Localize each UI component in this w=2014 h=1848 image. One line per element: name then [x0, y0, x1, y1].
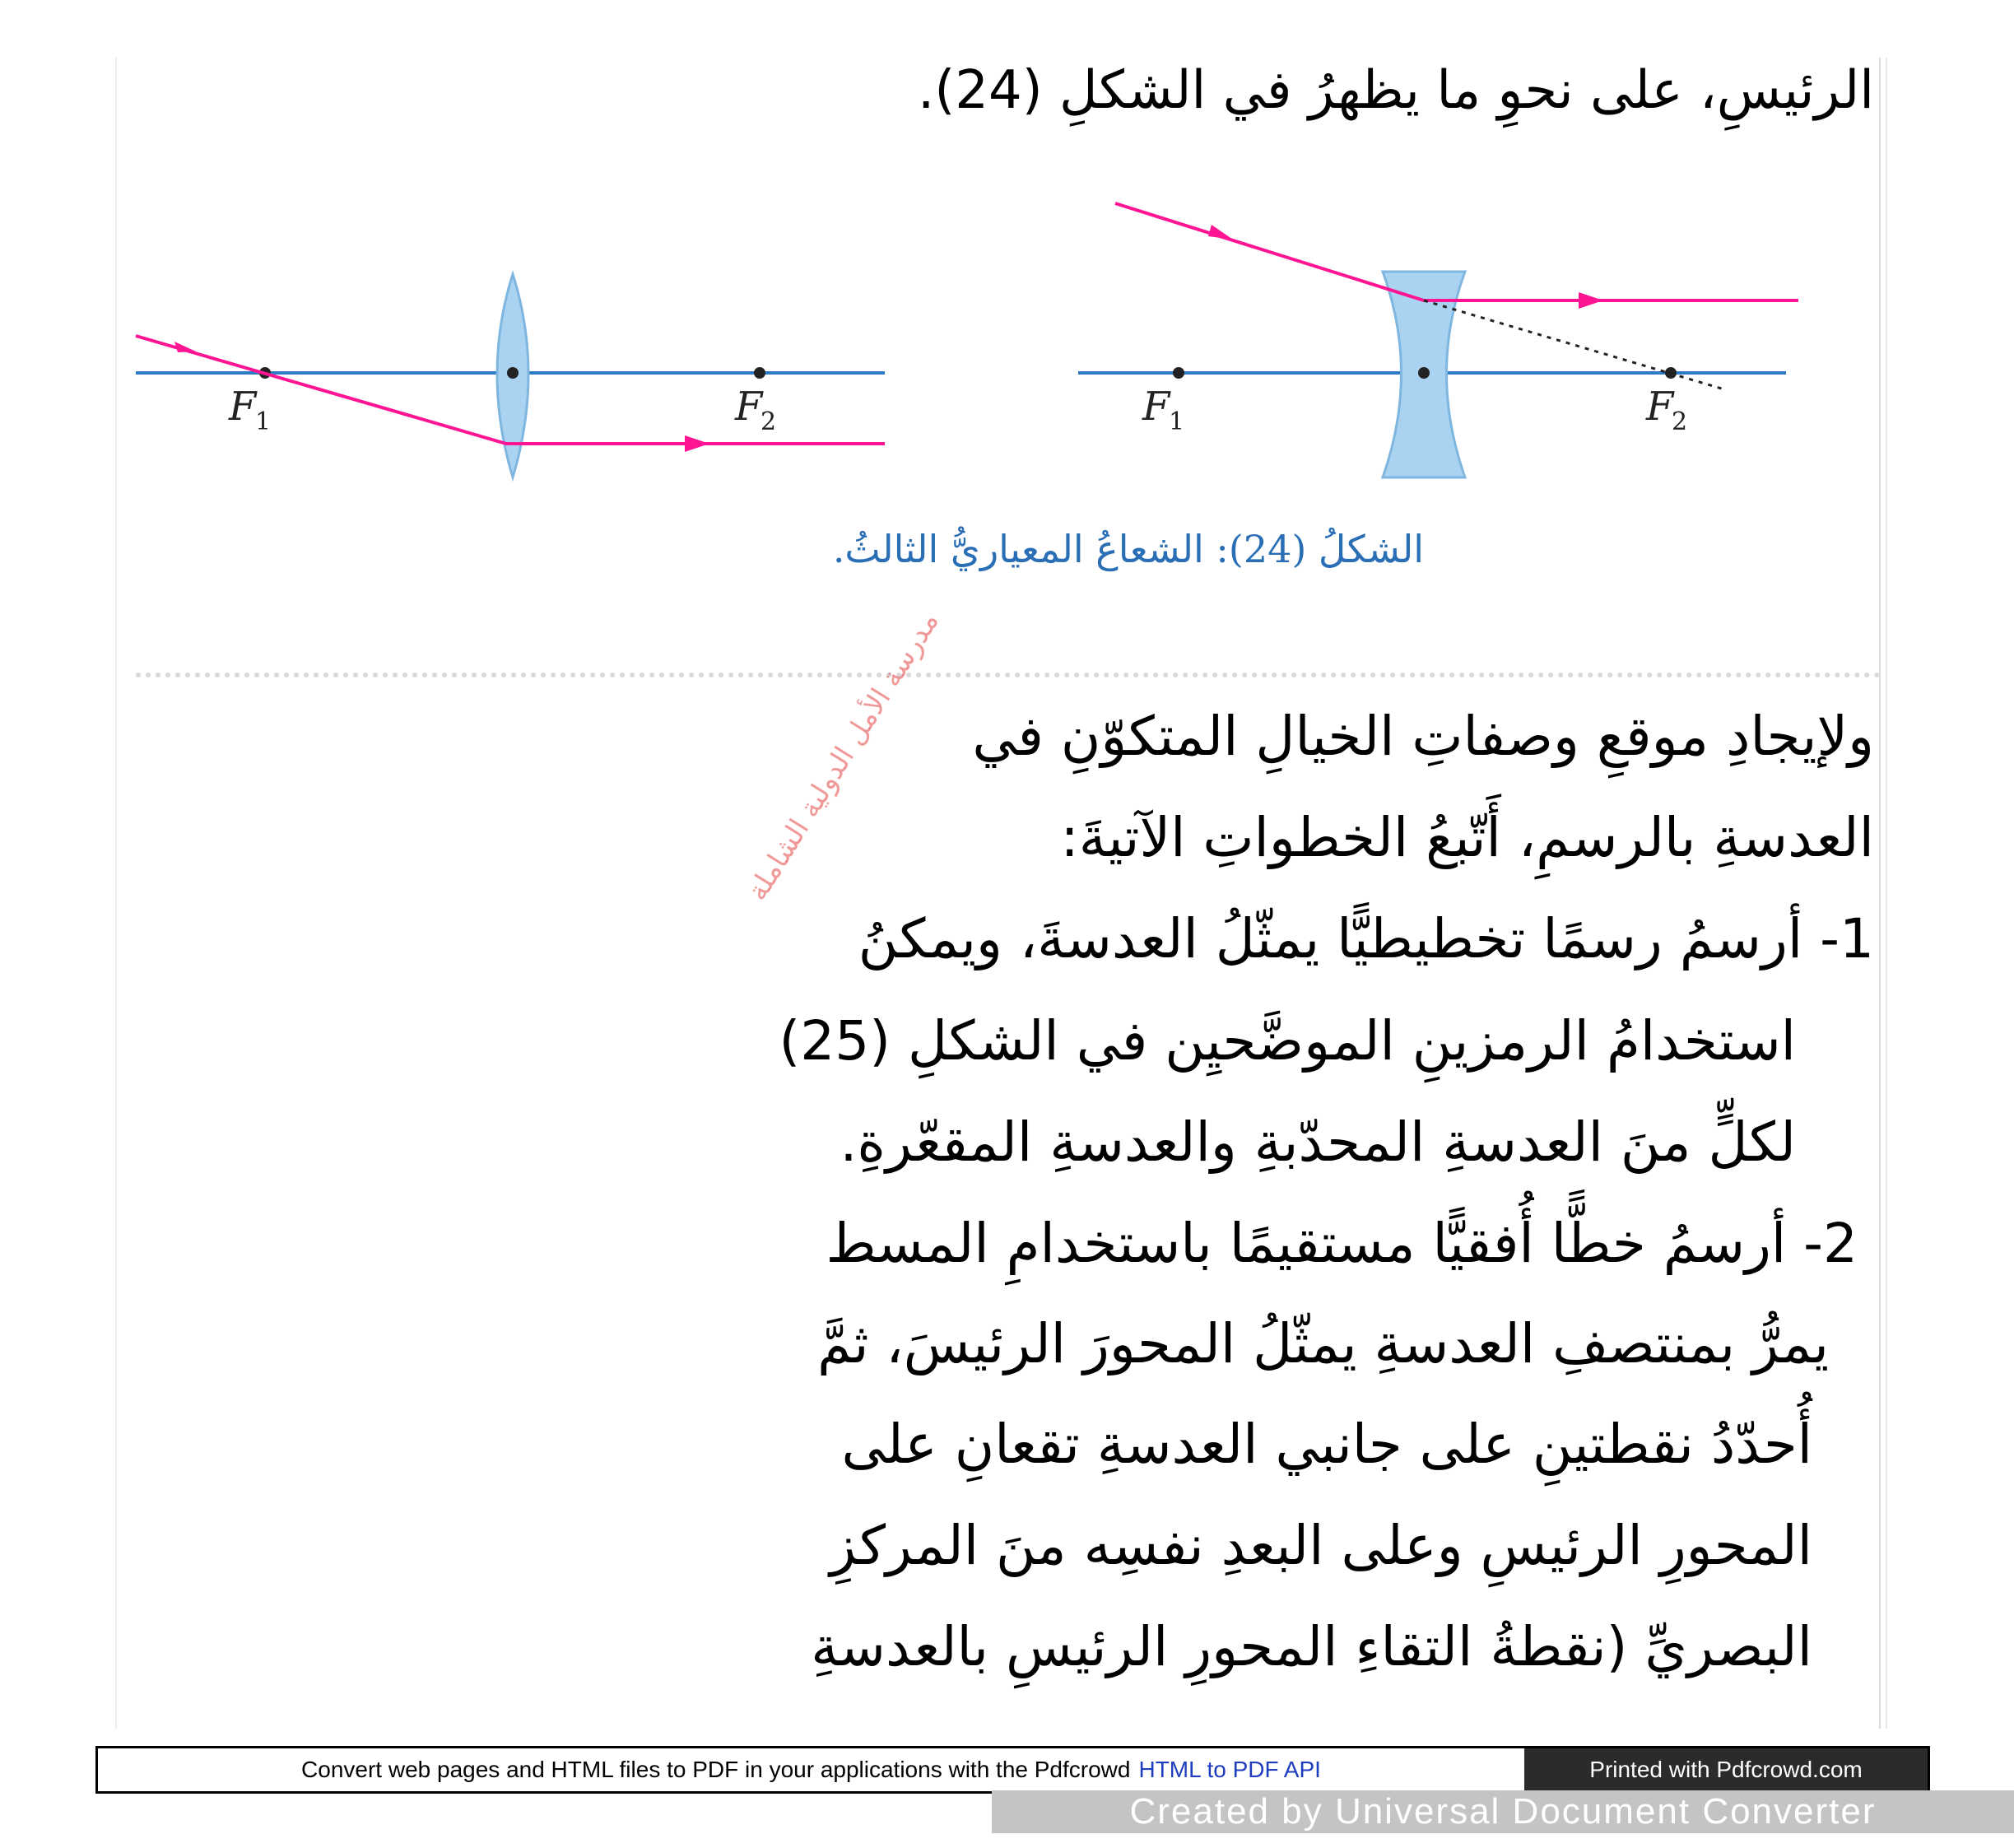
- paragraph-line: يمرُّ بمنتصفِ العدسةِ يمثّلُ المحورَ الرئيسَ، ثمَّ: [817, 1312, 1829, 1376]
- arrow-left-2: [685, 435, 709, 452]
- virtual-ray-dotted: [1424, 300, 1724, 389]
- arrow-right-1: [1208, 225, 1233, 240]
- paragraph-line: 1- أرسمُ رسمًا تخطيطيًّا يمثّلُ العدسةَ، ويمكنُ: [858, 907, 1874, 971]
- optical-center-left: [507, 367, 519, 379]
- f2-label-left: F: [735, 384, 763, 430]
- section-separator: [136, 673, 1881, 677]
- f1-label-right: F: [1142, 384, 1170, 430]
- paragraph-line: العدسةِ بالرسمِ، أَتّبعُ الخطواتِ الآتيةَ:: [1060, 806, 1874, 869]
- focal-point-f2-left: [754, 367, 765, 379]
- f2-sub-right: 2: [1672, 407, 1688, 436]
- optical-center-right: [1418, 367, 1430, 379]
- left-border-line: [115, 58, 117, 1729]
- paragraph-line: استخدامُ الرمزينِ الموضَّحيِن في الشكلِ (25): [779, 1009, 1796, 1073]
- paragraph-line: أُحدّدُ نقطتينِ على جانبي العدسةِ تقعانِ على: [841, 1413, 1812, 1476]
- figure-caption: الشكلُ (24): الشعاعُ المعياريُّ الثالثُ.: [832, 527, 1424, 571]
- paragraph-line: لكلٍّ منَ العدسةِ المحدّبةِ والعدسةِ المقعّرةِ.: [840, 1110, 1796, 1174]
- f2-sub-left: 2: [760, 407, 777, 436]
- right-border-line: [1879, 58, 1887, 1729]
- paragraph-line: المحورِ الرئيسِ وعلى البعدِ نفسِه منَ المركزِ: [830, 1514, 1812, 1577]
- top-text-line: الرئيسِ، على نحوِ ما يظهرُ في الشكلِ (24).: [917, 60, 1874, 121]
- f1-sub-left: 1: [255, 407, 272, 436]
- figure-24-diagram: [123, 185, 1811, 498]
- f2-label-right: F: [1646, 384, 1674, 430]
- paragraph-line: البصريِّ (نقطةُ التقاءِ المحورِ الرئيسِ بالعدسةِ: [811, 1615, 1812, 1678]
- html-to-pdf-api-link[interactable]: HTML to PDF API: [1138, 1757, 1321, 1782]
- converter-banner: Created by Universal Document Converter: [992, 1790, 2014, 1833]
- arrow-right-2: [1579, 292, 1603, 309]
- paragraph-line: ولإيجادِ موقعِ وصفاتِ الخيالِ المتكوّنِ في: [972, 705, 1874, 768]
- f1-label-left: F: [229, 384, 257, 430]
- footer-left-text: [98, 1748, 1524, 1791]
- school-watermark: مدرسة الأمل الدولية الشاملة: [741, 606, 946, 907]
- pdfcrowd-footer: [95, 1746, 1930, 1794]
- focal-point-f1-right: [1173, 367, 1184, 379]
- printed-with-pdfcrowd[interactable]: Printed with Pdfcrowd.com: [1524, 1748, 1928, 1791]
- f1-sub-right: 1: [1169, 407, 1185, 436]
- footer-message: Convert web pages and HTML files to PDF in your applications with the Pdfcrowd: [301, 1757, 1131, 1782]
- paragraph-line: 2- أرسمُ خطًّا أُفقيًّا مستقيمًا باستخدامِ المسط: [826, 1212, 1858, 1275]
- arrow-left-1: [174, 342, 196, 352]
